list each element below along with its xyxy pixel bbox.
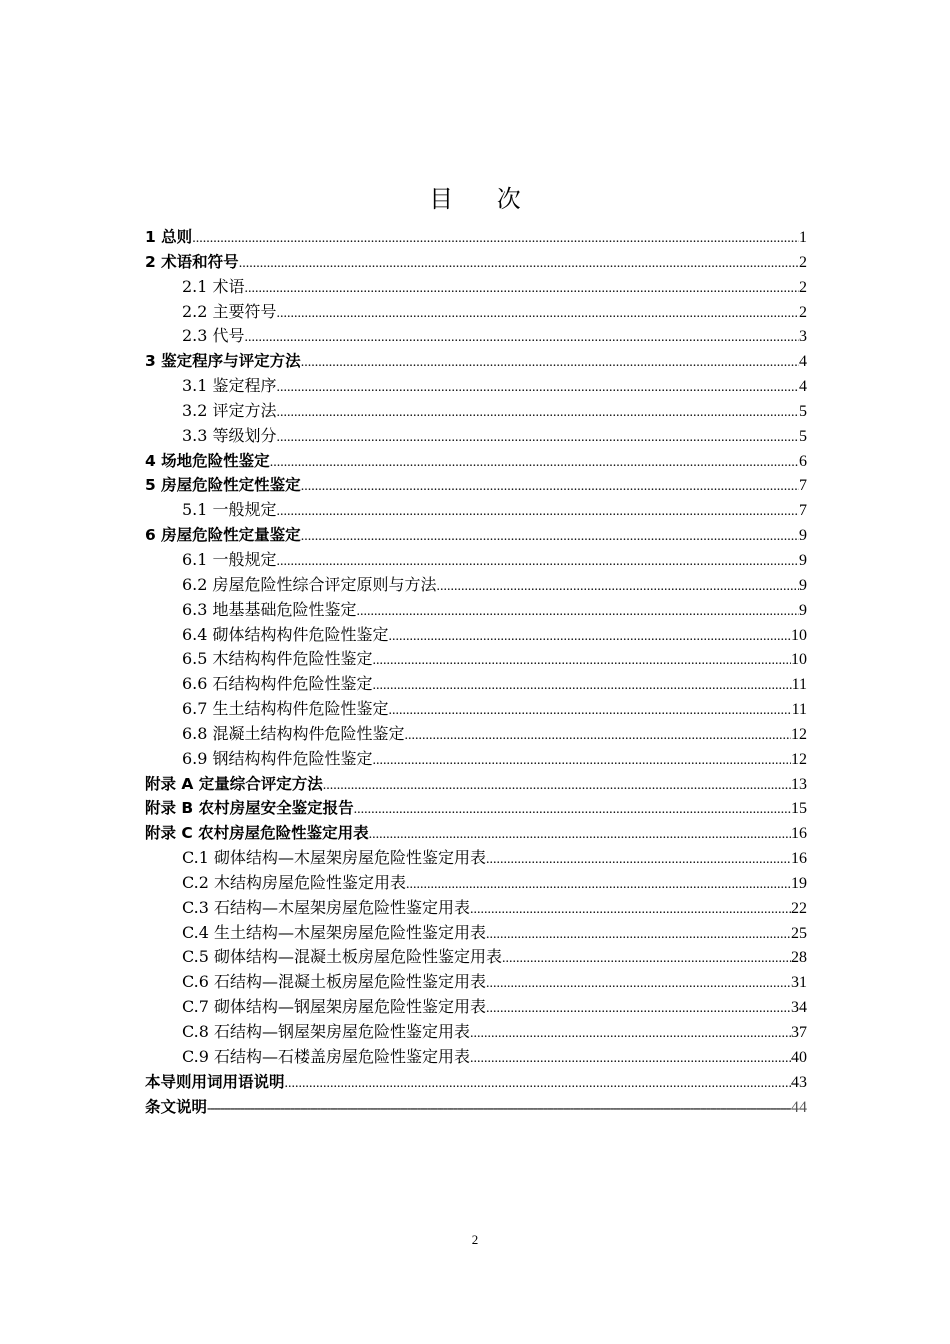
toc-entry[interactable] bbox=[145, 1045, 807, 1070]
toc-leader bbox=[369, 823, 791, 846]
toc-entry-page: 11 bbox=[791, 676, 807, 694]
toc-entry[interactable] bbox=[145, 995, 807, 1020]
toc-entry-page: 11 bbox=[791, 701, 807, 719]
toc-entry[interactable] bbox=[145, 349, 807, 374]
toc-entry[interactable] bbox=[145, 970, 807, 995]
toc-entry-label: 5 房屋危险性定性鉴定 bbox=[145, 476, 301, 495]
toc-entry[interactable] bbox=[145, 449, 807, 474]
toc-entry-label: 3.3 等级划分 bbox=[182, 425, 277, 445]
toc-leader bbox=[486, 848, 791, 871]
toc-entry-label: 附录 A 定量综合评定方法 bbox=[145, 774, 323, 793]
toc-leader bbox=[285, 1072, 791, 1095]
toc-entry-label: C.2 木结构房屋危险性鉴定用表 bbox=[182, 872, 407, 892]
toc-entry-page: 7 bbox=[799, 477, 807, 495]
toc-entry[interactable] bbox=[145, 647, 807, 672]
toc-entry[interactable] bbox=[145, 548, 807, 573]
toc-leader bbox=[245, 326, 799, 349]
toc-entry-label: 6 房屋危险性定量鉴定 bbox=[145, 526, 301, 545]
toc-entry-page: 5 bbox=[799, 402, 807, 420]
toc-entry-page: 44 bbox=[791, 1098, 807, 1116]
toc-leader bbox=[277, 302, 799, 325]
toc-entry-page: 40 bbox=[791, 1048, 807, 1066]
toc-entry-page: 12 bbox=[791, 750, 807, 768]
toc-entry-label: 6.9 钢结构构件危险性鉴定 bbox=[182, 748, 373, 768]
toc-entry-label: 本导则用词用语说明 bbox=[145, 1072, 285, 1091]
toc-entry-page: 10 bbox=[791, 651, 807, 669]
toc-leader bbox=[239, 252, 799, 275]
toc-entry[interactable] bbox=[145, 623, 807, 648]
toc-entry-label: 6.5 木结构构件危险性鉴定 bbox=[182, 649, 373, 669]
toc-entry-label: 2.2 主要符号 bbox=[182, 301, 277, 321]
toc-entry[interactable] bbox=[145, 772, 807, 797]
toc-entry[interactable] bbox=[145, 225, 807, 250]
toc-entry-page: 2 bbox=[799, 303, 807, 321]
toc-leader bbox=[357, 600, 799, 623]
toc-entry-page: 9 bbox=[799, 551, 807, 569]
toc-entry-page: 28 bbox=[791, 949, 807, 967]
toc-entry-page: 34 bbox=[791, 999, 807, 1017]
toc-entry-label: 3 鉴定程序与评定方法 bbox=[145, 352, 301, 371]
toc-entry-page: 4 bbox=[799, 378, 807, 396]
toc-entry[interactable] bbox=[145, 573, 807, 598]
toc-entry-page: 9 bbox=[799, 576, 807, 594]
toc-entry-label: 2.1 术语 bbox=[182, 276, 245, 296]
toc-leader bbox=[354, 798, 791, 821]
toc-leader bbox=[373, 674, 792, 697]
toc-entry-page: 9 bbox=[799, 601, 807, 619]
toc-leader bbox=[470, 1047, 791, 1070]
toc-entry-page: 15 bbox=[791, 800, 807, 818]
toc-leader bbox=[301, 525, 799, 548]
toc-entry-label: 3.1 鉴定程序 bbox=[182, 376, 277, 396]
toc-entry[interactable] bbox=[145, 1020, 807, 1045]
toc-entry[interactable] bbox=[145, 250, 807, 275]
toc-entry-label: C.3 石结构—木屋架房屋危险性鉴定用表 bbox=[182, 897, 471, 917]
toc-entry-label: C.1 砌体结构—木屋架房屋危险性鉴定用表 bbox=[182, 848, 487, 868]
toc-entry-label: C.6 石结构—混凝土板房屋危险性鉴定用表 bbox=[182, 972, 487, 992]
toc-leader bbox=[301, 475, 799, 498]
toc-entry[interactable] bbox=[145, 424, 807, 449]
toc-leader bbox=[502, 947, 791, 970]
toc-entry-label: C.8 石结构—钢屋架房屋危险性鉴定用表 bbox=[182, 1022, 471, 1041]
table-of-contents bbox=[145, 225, 807, 1119]
toc-leader bbox=[270, 451, 799, 474]
toc-entry[interactable] bbox=[145, 374, 807, 399]
toc-entry[interactable] bbox=[145, 796, 807, 821]
toc-entry-label: 6.4 砌体结构构件危险性鉴定 bbox=[182, 624, 389, 644]
toc-entry-label: 5.1 一般规定 bbox=[182, 500, 277, 520]
toc-leader bbox=[301, 351, 799, 374]
toc-leader bbox=[486, 997, 791, 1020]
toc-entry[interactable] bbox=[145, 722, 807, 747]
toc-entry[interactable] bbox=[145, 672, 807, 697]
toc-entry-page: 6 bbox=[799, 452, 807, 470]
toc-entry[interactable] bbox=[145, 945, 807, 970]
toc-entry[interactable] bbox=[145, 598, 807, 623]
toc-entry[interactable] bbox=[145, 846, 807, 871]
toc-leader bbox=[486, 972, 791, 995]
toc-entry-label: C.5 砌体结构—混凝土板房屋危险性鉴定用表 bbox=[182, 947, 503, 967]
toc-entry-page: 2 bbox=[799, 253, 807, 271]
page-number: 2 bbox=[471, 1232, 479, 1247]
toc-leader bbox=[470, 898, 791, 921]
toc-entry-page: 4 bbox=[799, 353, 807, 371]
toc-leader bbox=[277, 401, 799, 424]
toc-entry-label: 附录 B 农村房屋安全鉴定报告 bbox=[145, 799, 354, 818]
toc-entry-page: 25 bbox=[791, 924, 807, 942]
toc-entry[interactable] bbox=[145, 523, 807, 548]
toc-entry-page: 5 bbox=[799, 427, 807, 445]
toc-entry-page: 13 bbox=[791, 775, 807, 793]
toc-entry[interactable] bbox=[145, 1095, 807, 1120]
toc-entry-page: 37 bbox=[791, 1024, 807, 1041]
toc-leader bbox=[207, 1096, 791, 1120]
toc-entry-label: 4 场地危险性鉴定 bbox=[145, 451, 270, 470]
toc-entry[interactable] bbox=[145, 473, 807, 498]
toc-entry-page: 31 bbox=[791, 974, 807, 992]
toc-entry-page: 16 bbox=[791, 850, 807, 868]
toc-entry-label: 6.3 地基基础危险性鉴定 bbox=[182, 599, 357, 619]
toc-leader bbox=[245, 277, 799, 300]
toc-entry[interactable] bbox=[145, 896, 807, 921]
toc-entry-label: 3.2 评定方法 bbox=[182, 400, 277, 420]
toc-entry-page: 9 bbox=[799, 527, 807, 545]
toc-leader bbox=[277, 550, 799, 573]
toc-entry-page: 7 bbox=[799, 502, 807, 520]
toc-entry[interactable] bbox=[145, 1070, 807, 1095]
toc-entry-page: 12 bbox=[791, 725, 807, 743]
toc-leader bbox=[437, 575, 799, 598]
toc-entry[interactable] bbox=[145, 747, 807, 772]
toc-leader bbox=[277, 376, 799, 399]
toc-entry-page: 16 bbox=[791, 825, 807, 843]
toc-entry-label: C.4 生土结构—木屋架房屋危险性鉴定用表 bbox=[182, 922, 487, 942]
toc-leader bbox=[486, 923, 791, 946]
toc-entry[interactable] bbox=[145, 300, 807, 325]
toc-entry[interactable] bbox=[145, 498, 807, 523]
toc-leader bbox=[373, 649, 791, 672]
toc-entry-page: 22 bbox=[791, 899, 807, 917]
toc-leader bbox=[470, 1022, 791, 1045]
toc-entry-label: 6.8 混凝土结构构件危险性鉴定 bbox=[182, 723, 405, 743]
toc-entry-page: 3 bbox=[799, 328, 807, 346]
toc-entry-page: 10 bbox=[791, 626, 807, 644]
toc-leader bbox=[277, 500, 799, 523]
toc-entry-page: 1 bbox=[799, 229, 807, 246]
toc-entry-page: 19 bbox=[791, 874, 807, 892]
toc-entry-label: 6.7 生土结构构件危险性鉴定 bbox=[182, 699, 389, 719]
toc-entry[interactable] bbox=[145, 275, 807, 300]
toc-leader bbox=[277, 426, 799, 449]
toc-entry-label: C.7 砌体结构—钢屋架房屋危险性鉴定用表 bbox=[182, 997, 487, 1017]
toc-entry[interactable] bbox=[145, 921, 807, 946]
toc-leader bbox=[373, 749, 791, 772]
toc-entry[interactable] bbox=[145, 324, 807, 349]
toc-entry-page: 43 bbox=[791, 1073, 807, 1091]
toc-entry-label: 2.3 代号 bbox=[182, 326, 245, 346]
toc-leader bbox=[323, 774, 791, 797]
toc-leader bbox=[389, 699, 792, 722]
toc-entry-label: C.9 石结构—石楼盖房屋危险性鉴定用表 bbox=[182, 1046, 471, 1066]
toc-entry[interactable] bbox=[145, 871, 807, 896]
toc-leader bbox=[405, 724, 791, 747]
toc-entry-label: 6.6 石结构构件危险性鉴定 bbox=[182, 674, 373, 694]
toc-entry-label: 2 术语和符号 bbox=[145, 252, 239, 271]
toc-entry-page: 2 bbox=[799, 278, 807, 296]
toc-entry[interactable] bbox=[145, 697, 807, 722]
toc-entry-label: 6.2 房屋危险性综合评定原则与方法 bbox=[182, 574, 437, 594]
toc-entry[interactable] bbox=[145, 399, 807, 424]
toc-leader bbox=[389, 625, 791, 648]
toc-entry-label: 条文说明 bbox=[145, 1097, 208, 1116]
toc-entry-label: 1 总则 bbox=[145, 228, 193, 246]
toc-leader bbox=[406, 873, 791, 896]
page-title: 目 次 bbox=[429, 185, 539, 213]
toc-entry-label: 6.1 一般规定 bbox=[182, 549, 277, 569]
toc-entry-label: 附录 C 农村房屋危险性鉴定用表 bbox=[145, 824, 369, 843]
toc-entry[interactable] bbox=[145, 821, 807, 846]
toc-leader bbox=[192, 227, 799, 250]
